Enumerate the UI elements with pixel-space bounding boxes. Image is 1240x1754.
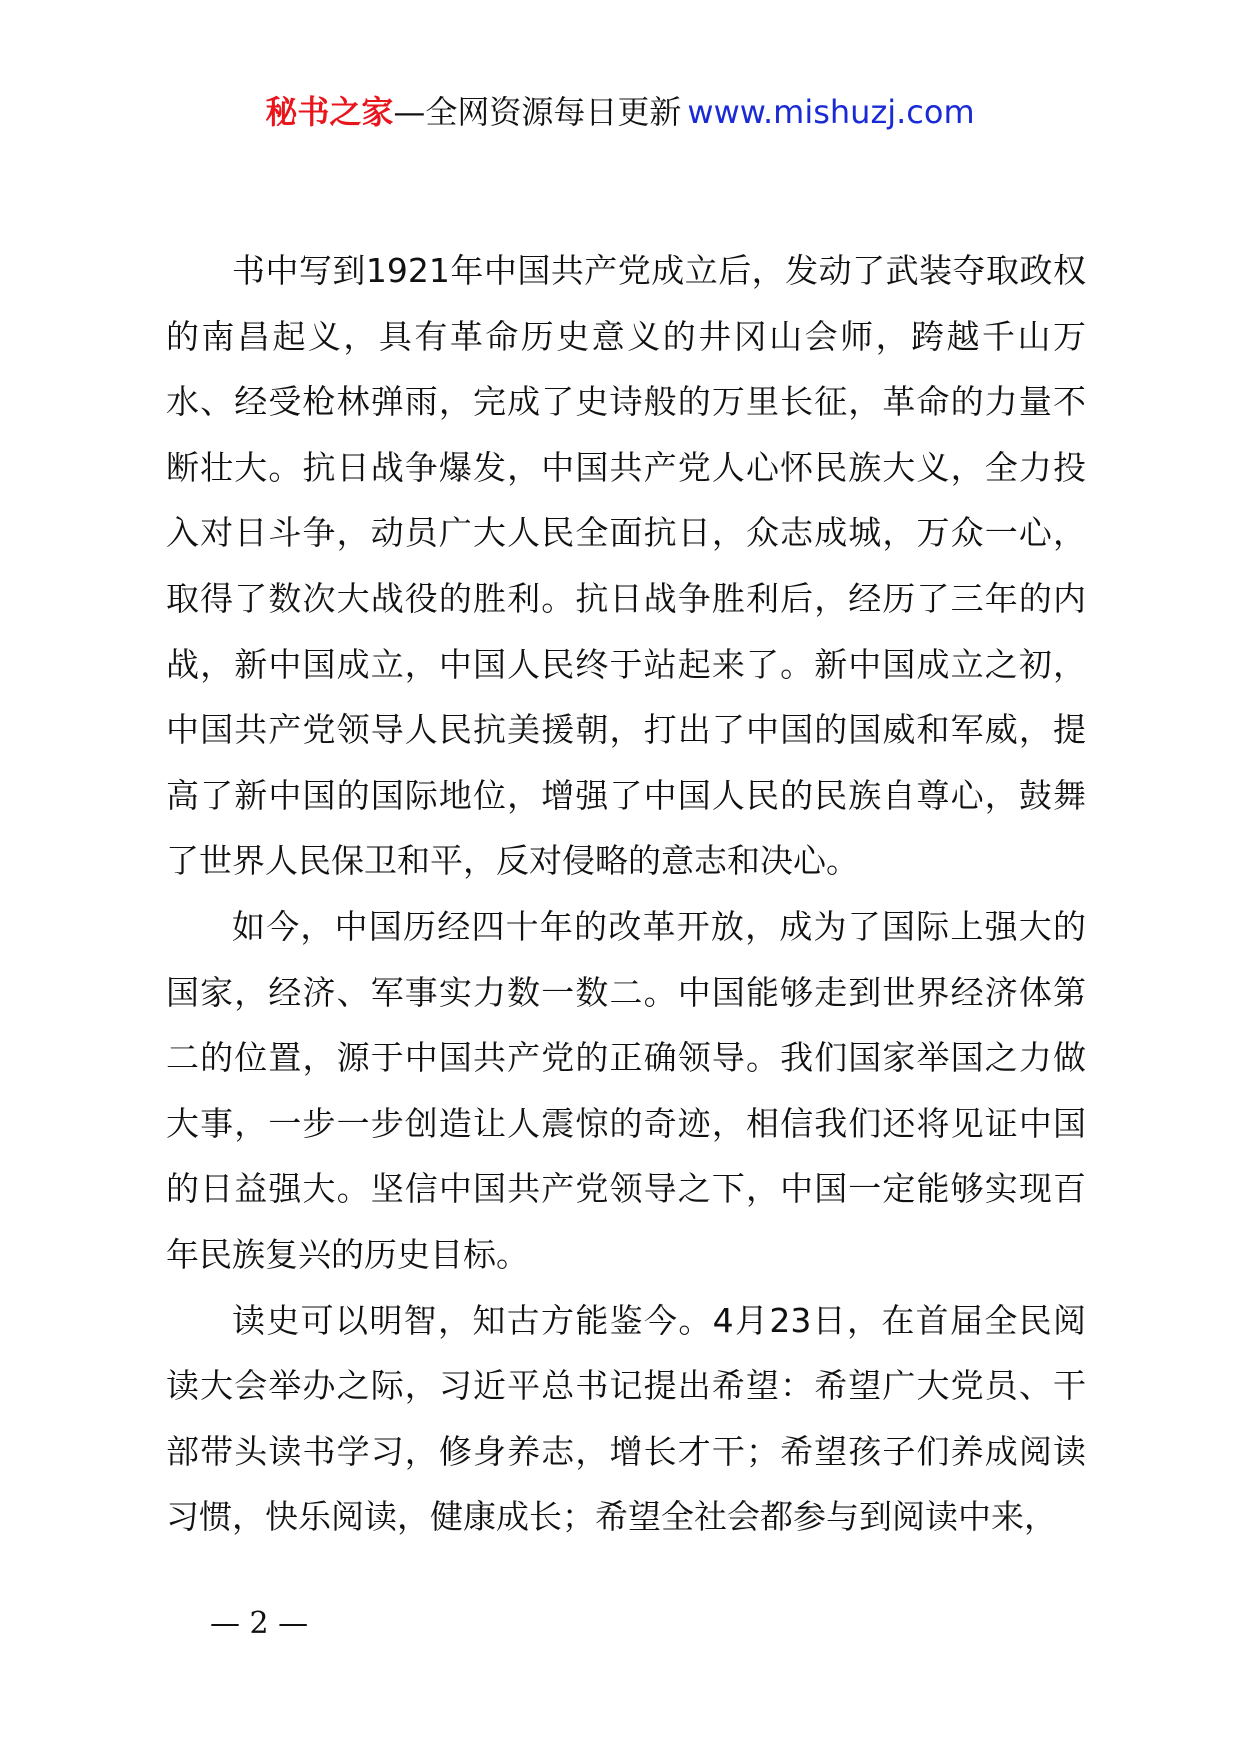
document-body [166,238,1086,1550]
page-number: — 2 — [210,1606,309,1641]
paragraph-1: 书中写到1921年中国共产党成立后，发动了武装夺取政权的南昌起义，具有革命历史意义的井冈山会师，跨越千山万水、经受枪林弹雨，完成了史诗般的万里长征，革命的力量不断壮大。抗日战争爆发，中国共产党人心怀民族大义，全力投入对日斗争，动员广大人民全面抗日，众志成城，万众一心，取得了数次大战役的胜利。抗日战争胜利后，经历了三年的内战，新中国成立，中国人民终于站起来了。新中国成立之初，中国共产党领导人民抗美援朝，打出了中国的国威和军威，提高了新中国的国际地位，增强了中国人民的民族自尊心，鼓舞了世界人民保卫和平，反对侵略的意志和决心。 [166,251,1086,881]
site-url-link[interactable]: www.mishuzj.com [687,93,975,131]
page-header [0,90,1240,134]
paragraph-2: 如今，中国历经四十年的改革开放，成为了国际上强大的国家，经济、军事实力数一数二。中国能够走到世界经济体第二的位置，源于中国共产党的正确领导。我们国家举国之力做大事，一步一步创造让人震惊的奇迹，相信我们还将见证中国的日益强大。坚信中国共产党领导之下，中国一定能够实现百年民族复兴的历史目标。 [166,906,1086,1274]
header-tagline: —全网资源每日更新 [393,93,682,131]
paragraph-3: 读史可以明智，知古方能鉴今。4月23日，在首届全民阅读大会举办之际，习近平总书记提出希望：希望广大党员、干部带头读书学习，修身养志，增长才干；希望孩子们养成阅读习惯，快乐阅读，健康成长；希望全社会都参与到阅读中来， [166,1300,1086,1537]
brand-name: 秘书之家 [265,93,394,131]
